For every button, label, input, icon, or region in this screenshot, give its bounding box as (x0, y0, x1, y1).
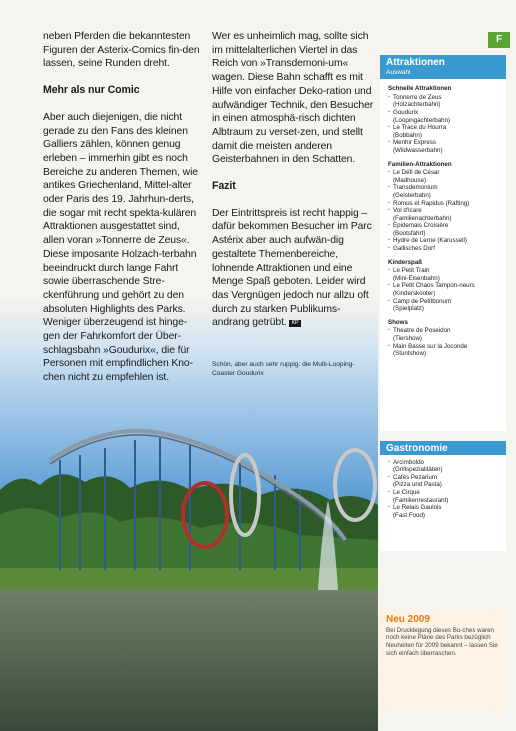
attraction-item-note: (Holzachterbahn) (393, 101, 441, 109)
gastronomy-item-note: (Pizza und Pasta) (393, 481, 442, 489)
attraction-item-note: (Bootsfahrt) (393, 229, 426, 237)
new-2009-title: Neu 2009 (386, 614, 430, 625)
attraction-item (388, 245, 502, 253)
attraction-item-name: ▪ Transdemonium (393, 184, 438, 192)
attraction-item (388, 200, 502, 208)
attraction-item-name: ▪ Epidemais Croisière (393, 222, 449, 230)
chapter-tab: F (488, 32, 510, 48)
gastronomy-item (388, 504, 502, 519)
new-2009-box (380, 610, 506, 710)
gastronomy-list (380, 459, 506, 520)
col1-heading: Mehr als nur Comic (43, 84, 140, 97)
attraction-item-note: (Bobbahn) (393, 131, 422, 139)
gastronomy-item-name: ▪ Le Relais Gaulois (393, 504, 442, 512)
attraction-item-name: ▪ Goudurix (393, 108, 419, 116)
attraction-item (388, 109, 502, 124)
gastronomy-item-note: (Grillspezialitäten) (393, 466, 443, 474)
gastronomy-item (388, 459, 502, 474)
attractions-group-heading: Kinderspaß (388, 258, 423, 266)
gastronomy-item-note: (Familienrestaurant) (393, 496, 449, 504)
attraction-item-name: ▪ Menhir Express (393, 139, 436, 147)
attraction-item-note: (Mini-Eisenbahn) (393, 274, 440, 282)
attraction-item-name: ▪ Theatre de Poseidon (393, 327, 451, 335)
photo-caption: Schön, aber auch sehr ruppig: die Multi-Looping-Coaster Goudurix (212, 361, 355, 377)
attractions-group-heading: Shows (388, 318, 408, 326)
attraction-item-note: (Tiershow) (393, 335, 422, 342)
attractions-group-heading: Schnelle Attraktionen (388, 85, 452, 93)
gastronomy-item (388, 489, 502, 504)
attraction-item-note: (Madhouse) (393, 176, 427, 184)
attraction-item-name: ▪ Le Petit Train (393, 267, 430, 275)
attraction-item (388, 222, 502, 237)
attraction-item-name: ▪ Camp de Petitbonum (393, 297, 452, 305)
attraction-item-note: (Stuntshow) (393, 350, 427, 358)
attraction-item-note: (Spielplatz) (393, 305, 424, 313)
author-badge: KP (291, 320, 299, 327)
gastronomy-title: Gastronomie (380, 441, 506, 455)
attraction-item (388, 124, 502, 139)
attraction-item-name: ▪ Hydre de Lerne (Karussell) (393, 237, 467, 245)
attraction-item (388, 169, 502, 184)
attractions-title: Attraktionen (380, 55, 506, 69)
attraction-item-name: ▪ Le Trace du Hourra (393, 124, 447, 132)
col1-body-paragraph: Aber auch diejenigen, die nicht gerade zu den Fans des kleinen Galliers zählen, können genug erleben – immerhin gibt es noch Bereiche zu anderen Themen, wie antikes Griechenland, Mittel-alter oder Paris des 19. Jahrhun-derts, die sogar mit recht spekta-kulären Attraktionen ausgestattet sind, allen voran »Tonnerre de Zeus«. Diese imposante Holzach-terbahn beeindruckt durch lange Fahrt sowie überraschende Stre-ckenführung und gehört zu den absoluten Highlights des Parks. Weniger überzeugend ist hinge-gen der Fahrkomfort der Über-schlagsbahn »Goudurix«, die für Personen mit empfindlichen Kno-chen nicht zu empfehlen ist. (43, 111, 198, 384)
attraction-item (388, 184, 502, 199)
attraction-item (388, 237, 502, 245)
gastronomy-item (388, 474, 502, 489)
attraction-item-name: ▪ Vol d'Icare (393, 207, 422, 215)
attraction-item-name: ▪ Romus et Rapidus (Rafting) (393, 199, 470, 207)
attraction-item-name: ▪ Le Petit Chaos Tampon-neurs (Kinderskooter) (393, 282, 475, 298)
attraction-item (388, 207, 502, 222)
new-2009-text: Bei Drucklegung dieses Bu-ches waren noch keine Pläne des Parks bezüglich Neuheiten für 2009 bekannt – lassen Sie sich einfach überraschen. (386, 626, 498, 657)
attractions-group-list (380, 169, 506, 253)
attraction-item (388, 94, 502, 109)
attraction-item (388, 327, 502, 342)
text-column-left (43, 30, 203, 385)
attractions-group-heading: Familien-Attraktionen (388, 160, 452, 168)
attraction-item-name: ▪ Tonnerre de Zeus (393, 93, 442, 101)
attraction-item (388, 139, 502, 154)
attractions-group-list (380, 94, 506, 155)
attraction-item-note: (Loopingachterbahn) (393, 116, 451, 124)
gastronomy-item-name: ▪ Le Cirque (393, 488, 420, 496)
attractions-box (380, 55, 506, 431)
attraction-item-name: ▪ Main Basse sur la Joconde (393, 342, 468, 350)
attractions-group-list (380, 327, 506, 357)
attraction-item-note: (Geisterbahn) (393, 191, 431, 199)
col1-intro-paragraph: neben Pferden die bekanntesten Figuren der Asterix-Comics fin-den lassen, seine Runden dreht. (43, 31, 200, 70)
attraction-item-note: (Familienachterbahn) (393, 214, 452, 222)
gastronomy-item-name: ▪ Arcimboldo (393, 458, 424, 466)
col2-body-text: Der Eintrittspreis ist recht happig – dafür bekommen Besucher im Parc Astérix aber auch aufwän-dig gestaltete Themenbereiche, lohnende Attraktionen und eine Menge Spaß geboten. Leider wird das Vergnügen jedoch nur allzu oft durch zu starken Publikums-andrang getrübt. (212, 207, 372, 329)
attraction-item-name: ▪ Gallisches Dorf (393, 245, 435, 253)
attractions-groups (380, 85, 506, 358)
attraction-item (388, 282, 502, 297)
col2-body-paragraph (212, 207, 374, 330)
attraction-item-note: (Wildwasserbahn) (393, 146, 443, 154)
attraction-item (388, 343, 502, 358)
gastronomy-item-name: ▪ Cafés Pezarium (393, 473, 438, 481)
attraction-item (388, 267, 502, 282)
gastronomy-item-note: (Fast Food) (393, 511, 425, 519)
text-column-right (212, 30, 374, 330)
attractions-group-list (380, 267, 506, 313)
gastronomy-box (380, 441, 506, 551)
attraction-item-name: ▪ Le Défi de César (393, 169, 440, 177)
col2-heading: Fazit (212, 180, 236, 193)
attraction-item (388, 298, 502, 313)
col2-intro-paragraph: Wer es unheimlich mag, sollte sich im mittelalterlichen Viertel in das Reich von »Transdemoni-um« wagen. Diese Bahn schafft es mit Hilfe von einfacher Deko-ration und aufwändiger Technik, den Besucher in einen atmosphä-risch dichten Albtraum zu verset-zen, und stellt damit die meisten anderen Geisterbahnen in den Schatten. (212, 31, 374, 166)
attractions-subtitle: Auswahl (380, 69, 506, 80)
